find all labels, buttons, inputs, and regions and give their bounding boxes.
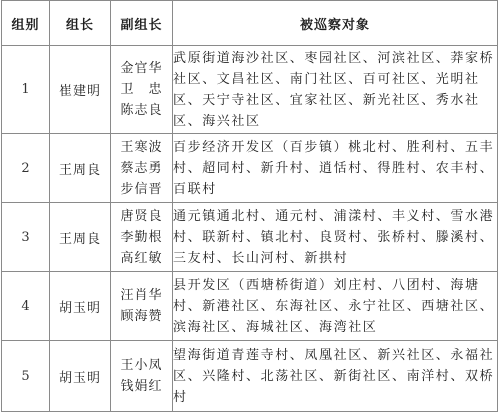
deputy-leaders <box>111 203 173 272</box>
inspection-targets: 百步经济开发区（百步镇）桃北村、胜利村、五丰村、超同村、新升村、逍恬村、得胜村、农丰村、百联村 <box>173 134 498 203</box>
group-leader: 胡玉明 <box>50 272 111 341</box>
table-row <box>2 134 498 203</box>
group-leader: 崔建明 <box>50 46 111 134</box>
deputy-name: 蔡志勇 <box>120 160 163 176</box>
group-number: 3 <box>2 203 50 272</box>
inspection-targets: 武原街道海沙社区、枣园社区、河滨社区、莽家桥社区、文昌社区、南门社区、百可社区、光明社区、天宁寺社区、宜家社区、新光社区、秀水社区、海兴社区 <box>173 46 498 134</box>
deputy-leaders <box>111 341 173 412</box>
table-body <box>2 46 498 412</box>
table-header <box>2 1 498 46</box>
deputy-name: 步信晋 <box>120 181 163 197</box>
inspection-targets: 望海街道青莲寺村、凤凰社区、新兴社区、永福社区、兴隆村、北荡社区、新街社区、南洋村、双桥村 <box>173 341 498 412</box>
deputy-name: 王小凤 <box>120 358 163 373</box>
header-deputy: 副组长 <box>111 1 173 46</box>
group-number: 5 <box>2 341 50 412</box>
group-leader: 胡玉明 <box>50 341 111 412</box>
deputy-name: 钱娟红 <box>120 379 163 394</box>
header-row <box>2 1 498 46</box>
deputy-name: 陈志良 <box>120 103 163 118</box>
deputy-leaders <box>111 134 173 203</box>
table-row <box>2 203 498 272</box>
table-row <box>2 46 498 134</box>
group-leader: 王周良 <box>50 203 111 272</box>
group-number: 4 <box>2 272 50 341</box>
deputy-name: 唐贤良 <box>120 208 163 224</box>
header-targets: 被巡察对象 <box>173 1 498 46</box>
table-row <box>2 341 498 412</box>
group-number: 2 <box>2 134 50 203</box>
deputy-name: 顾海赞 <box>120 309 163 324</box>
header-group: 组别 <box>2 1 50 46</box>
deputy-name: 李勤根 <box>120 229 163 245</box>
inspection-assignment-table <box>1 0 498 412</box>
table-row <box>2 272 498 341</box>
deputy-leaders <box>111 272 173 341</box>
group-number: 1 <box>2 46 50 134</box>
deputy-name: 王寒波 <box>120 139 163 155</box>
deputy-name: 卫 忠 <box>120 82 163 97</box>
group-leader: 王周良 <box>50 134 111 203</box>
deputy-name: 金官华 <box>120 61 163 76</box>
deputy-leaders <box>111 46 173 134</box>
inspection-targets: 县开发区（西塘桥街道）刘庄村、八团村、海塘村、新港社区、东海社区、永宁社区、西塘社区、滨海社区、海城社区、海湾社区 <box>173 272 498 341</box>
deputy-name: 高红敏 <box>120 250 163 266</box>
deputy-name: 汪肖华 <box>120 288 163 303</box>
header-leader: 组长 <box>50 1 111 46</box>
inspection-targets: 通元镇通北村、通元村、浦漾村、丰义村、雪水港村、联新村、镇北村、良贤村、张桥村、滕溪村、三友村、长山河村、新拱村 <box>173 203 498 272</box>
